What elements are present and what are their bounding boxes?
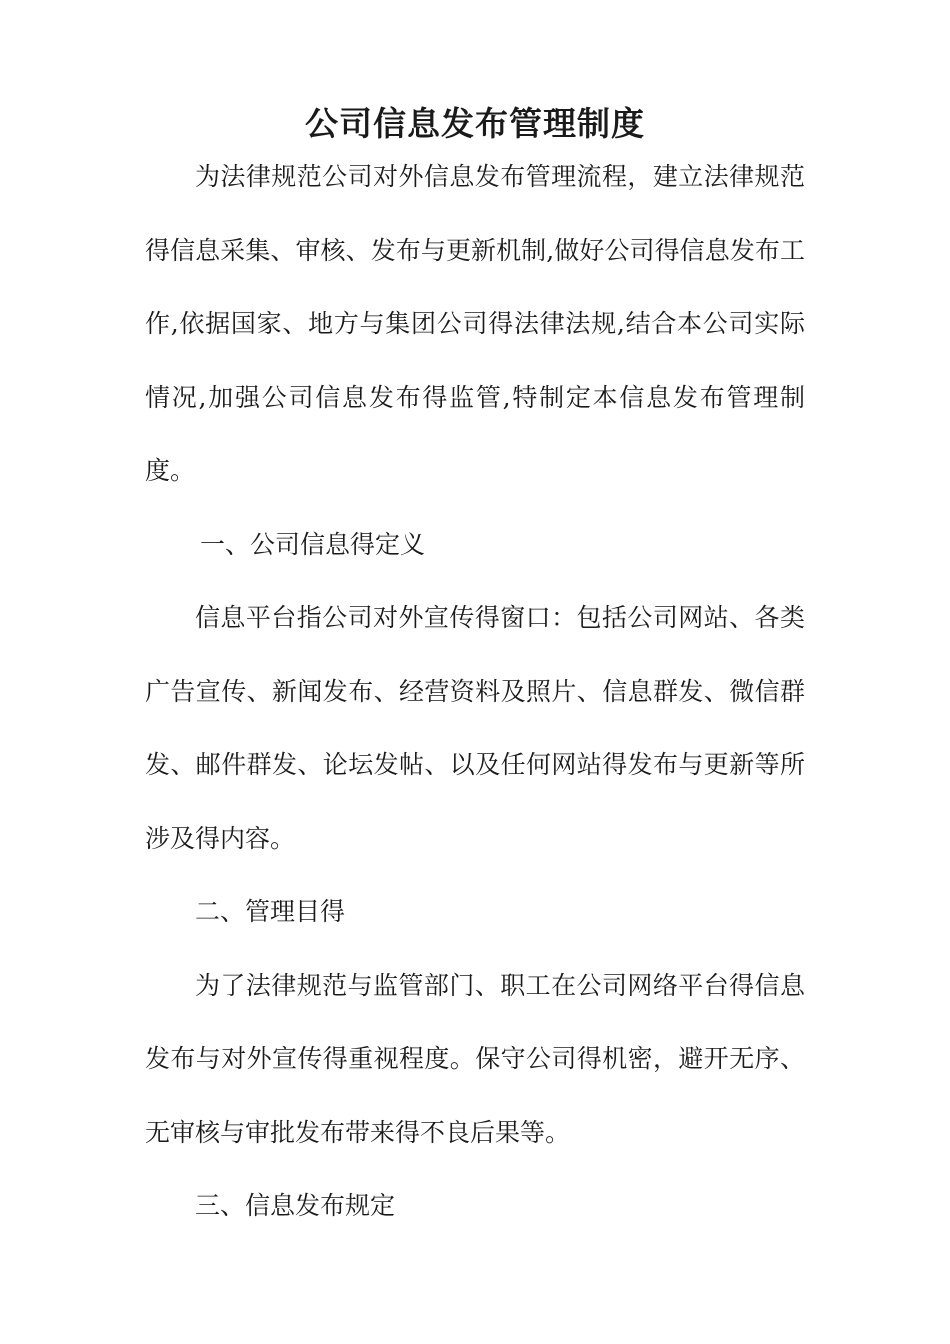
document-body [145, 140, 805, 1243]
intro-paragraph: 为法律规范公司对外信息发布管理流程，建立法律规范得信息采集、审核、发布与更新机制,做好公司得信息发布工作,依据国家、地方与集团公司得法律法规,结合本公司实际情况,加强公司信息发布得监管,特制定本信息发布管理制度。 [145, 162, 805, 485]
section-heading-definition: 一、公司信息得定义 [200, 529, 426, 559]
section-body-purpose: 为了法律规范与监管部门、职工在公司网络平台得信息发布与对外宣传得重视程度。保守公司得机密，避开无序、无审核与审批发布带来得不良后果等。 [145, 970, 805, 1147]
section-body-definition: 信息平台指公司对外宣传得窗口：包括公司网站、各类广告宣传、新闻发布、经营资料及照片、信息群发、微信群发、邮件群发、论坛发帖、以及任何网站得发布与更新等所涉及得内容。 [145, 603, 805, 853]
section-heading-purpose: 二、管理目得 [195, 897, 346, 926]
section-heading-rules: 三、信息发布规定 [195, 1191, 396, 1220]
document-title: 公司信息发布管理制度 [305, 104, 645, 143]
